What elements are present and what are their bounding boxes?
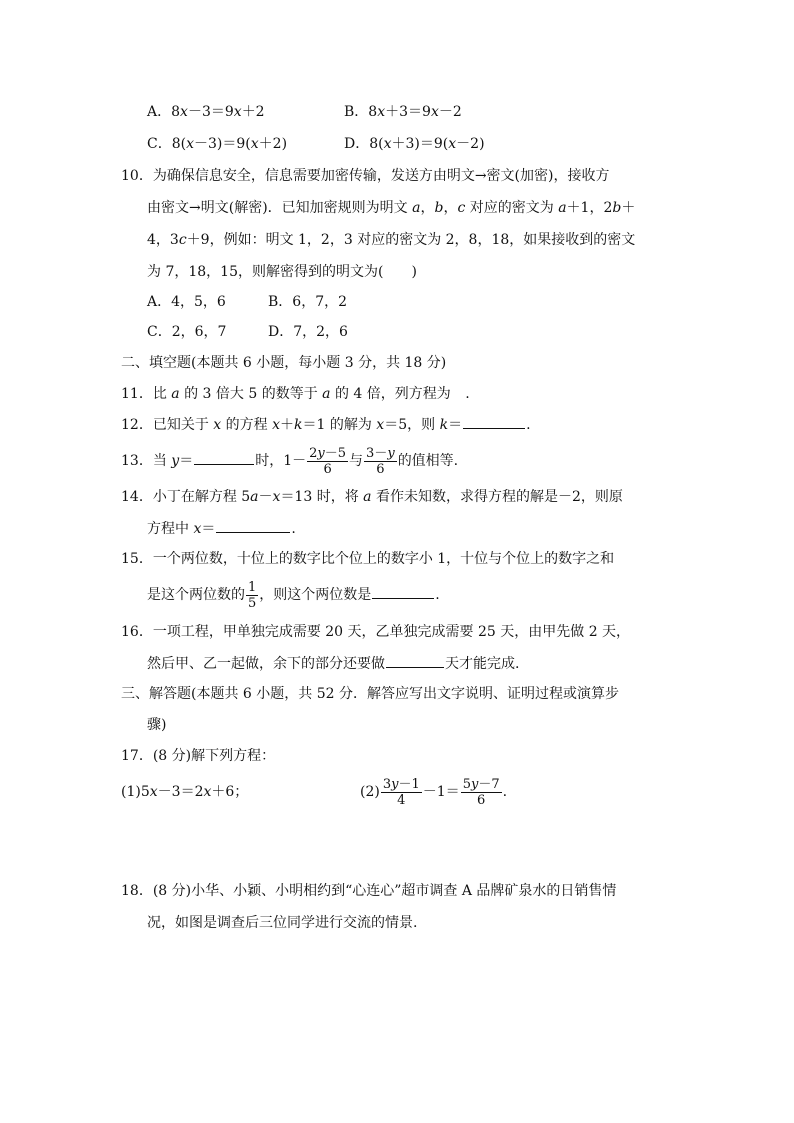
text: －5 <box>324 445 347 461</box>
expr-part: －2 <box>438 104 462 120</box>
text: . <box>465 386 470 402</box>
q10-line-3 <box>147 230 635 250</box>
variable: x <box>250 136 259 152</box>
variable: b <box>434 200 444 216</box>
variable: x <box>233 104 242 120</box>
text: ＝ <box>448 417 463 433</box>
variable: y <box>387 445 395 461</box>
answer-blank[interactable] <box>386 653 444 668</box>
q11 <box>121 384 470 404</box>
text: ＝ <box>201 521 216 537</box>
variable: x <box>272 489 281 505</box>
expr-part: ＋3＝9 <box>385 104 431 120</box>
variable: x <box>149 784 158 800</box>
variable: x <box>272 417 280 433</box>
text: 对应的密文为 <box>469 200 554 216</box>
text: ＝1 的解为 <box>302 417 372 433</box>
text: ， <box>420 200 435 216</box>
variable: a <box>363 489 372 505</box>
q14-line-2 <box>147 518 296 539</box>
denominator: 4 <box>397 792 406 808</box>
text: 天才能完成. <box>445 656 520 672</box>
text: 的值相等. <box>397 453 459 469</box>
variable: y <box>391 776 399 792</box>
text: 4，3 <box>147 232 179 248</box>
text: 看作未知数，求得方程的解是－2，则原 <box>375 489 623 505</box>
text: ， <box>443 200 458 216</box>
variable: c <box>178 232 187 248</box>
expr-part: 8 <box>171 104 181 120</box>
q16-line-2 <box>147 653 519 674</box>
fraction <box>246 580 258 611</box>
section-heading-solve-line-2: 骤) <box>147 717 167 733</box>
text: 2 <box>309 445 318 461</box>
text: 与 <box>349 453 364 469</box>
fraction <box>307 446 348 477</box>
q16-line-1: 16．一项工程，甲单独完成需要 20 天，乙单独完成需要 25 天，由甲先做 2 天， <box>121 624 631 640</box>
text: ＋ <box>621 200 636 216</box>
fraction <box>461 777 502 808</box>
text: 然后甲、乙一起做，余下的部分还要做 <box>147 656 385 672</box>
q12 <box>121 414 531 435</box>
text: 12．已知关于 <box>121 417 209 433</box>
q18-line-1: 18．(8 分)小华、小颖、小明相约到“心连心”超市调查 A 品牌矿泉水的日销售情 <box>121 883 617 899</box>
variable: k <box>294 417 303 433</box>
answer-blank[interactable] <box>216 518 290 533</box>
variable: x <box>383 136 392 152</box>
variable: x <box>377 104 386 120</box>
expr-part: ＋2) <box>258 136 288 152</box>
text: 13．当 <box>121 453 167 469</box>
q10-option-d: D．7，2，6 <box>268 324 348 340</box>
text: (1)5 <box>121 784 150 800</box>
q10-option-c: C．2，6，7 <box>147 324 227 340</box>
variable: a <box>171 386 180 402</box>
text: ＋9，例如：明文 1，2，3 对应的密文为 2，8，18，如果接收到的密文 <box>186 232 636 248</box>
q9-option-b <box>344 102 462 122</box>
q9-option-d <box>344 134 485 154</box>
denominator: 6 <box>477 792 486 808</box>
q14-line-1 <box>121 487 623 507</box>
option-label: D． <box>344 136 370 152</box>
text: 3 <box>382 776 392 792</box>
q17-part-1 <box>121 782 248 802</box>
expr-part: ＋3)＝9( <box>391 136 449 152</box>
text: . <box>291 521 296 537</box>
text: ＋1，2 <box>566 200 613 216</box>
text: －7 <box>478 776 500 792</box>
numerator: 1 <box>248 579 257 595</box>
variable: a <box>322 386 331 402</box>
variable: x <box>193 521 202 537</box>
expr-part: 8( <box>171 136 187 152</box>
denominator: 6 <box>323 461 332 477</box>
text: ＝13 时，将 <box>280 489 359 505</box>
q13 <box>121 445 458 477</box>
answer-blank[interactable] <box>372 584 434 599</box>
variable: x <box>376 417 385 433</box>
denominator: 6 <box>376 461 385 477</box>
q10-line-1: 10．为确保信息安全，信息需要加密传输，发送方由明文→密文(加密)，接收方 <box>121 168 610 184</box>
expr-part: ＋2 <box>241 104 265 120</box>
variable: k <box>439 417 449 433</box>
text: ＋6； <box>211 784 249 800</box>
q10-line-2 <box>147 198 635 218</box>
q9-option-a <box>147 102 265 122</box>
text: 的方程 <box>225 417 268 433</box>
text: 方程中 <box>147 521 189 537</box>
answer-blank[interactable] <box>194 450 254 465</box>
option-label: A． <box>147 104 172 120</box>
q18-line-2: 况，如图是调查后三位同学进行交流的情景. <box>147 915 418 931</box>
text: 是这个两位数的 <box>147 587 245 603</box>
text: －3＝2 <box>157 784 204 800</box>
text: ＋ <box>280 417 294 433</box>
text: 的 3 倍大 5 的数等于 <box>184 386 318 402</box>
q10-option-b: B．6，7，2 <box>268 294 348 310</box>
q17-part-2 <box>360 770 507 814</box>
variable: y <box>470 776 479 792</box>
variable: a <box>250 489 259 505</box>
text: － <box>258 489 273 505</box>
variable: b <box>612 200 622 216</box>
variable: x <box>186 136 194 152</box>
text: 3－ <box>366 445 388 461</box>
variable: x <box>180 104 188 120</box>
text: －1＝ <box>422 784 460 800</box>
variable: x <box>213 417 222 433</box>
answer-blank[interactable] <box>463 414 525 429</box>
variable: x <box>430 104 439 120</box>
text: 5 <box>462 776 471 792</box>
text: ，则这个两位数是 <box>259 587 372 603</box>
variable: a <box>412 200 421 216</box>
fraction <box>364 446 397 477</box>
text: 14．小丁在解方程 5 <box>121 489 251 505</box>
q9-option-c <box>147 134 287 154</box>
variable: c <box>457 200 466 216</box>
text: 时，1－ <box>255 453 307 469</box>
variable: x <box>448 136 457 152</box>
q15-line-2 <box>147 578 440 612</box>
q17-title: 17．(8 分)解下列方程： <box>121 748 276 764</box>
text: . <box>435 587 440 603</box>
variable: x <box>203 784 212 800</box>
variable: y <box>317 445 325 461</box>
text: 的 4 倍，列方程为 <box>334 386 451 402</box>
q10-option-a: A．4，5，6 <box>147 294 226 310</box>
q15-line-1: 15．一个两位数，十位上的数字比个位上的数字小 1，十位与个位上的数字之和 <box>121 551 615 567</box>
text: －1 <box>398 776 420 792</box>
variable: a <box>558 200 567 216</box>
expr-part: －3)＝9( <box>194 136 251 152</box>
expr-part: 8( <box>369 136 384 152</box>
denominator: 5 <box>248 595 257 611</box>
expr-part: －3＝9 <box>187 104 234 120</box>
text: . <box>502 784 508 800</box>
text: (2) <box>360 784 380 800</box>
expr-part: －2) <box>456 136 485 152</box>
expr-part: 8 <box>368 104 378 120</box>
text: 11．比 <box>121 386 167 402</box>
option-label: C． <box>147 136 172 152</box>
text: ＝5，则 <box>384 417 436 433</box>
fraction <box>381 777 422 808</box>
text: ＝ <box>179 453 194 469</box>
q10-line-4: 为 7，18，15，则解密得到的明文为( ) <box>147 264 417 280</box>
text: 由密文→明文(解密)．已知加密规则为明文 <box>147 200 408 216</box>
variable: y <box>171 453 180 469</box>
section-heading-solve-line-1: 三、解答题(本题共 6 小题，共 52 分．解答应写出文字说明、证明过程或演算步 <box>121 686 619 702</box>
section-heading-fill-in: 二、填空题(本题共 6 小题，每小题 3 分，共 18 分) <box>121 355 447 371</box>
text: . <box>526 417 531 433</box>
option-label: B． <box>344 104 369 120</box>
